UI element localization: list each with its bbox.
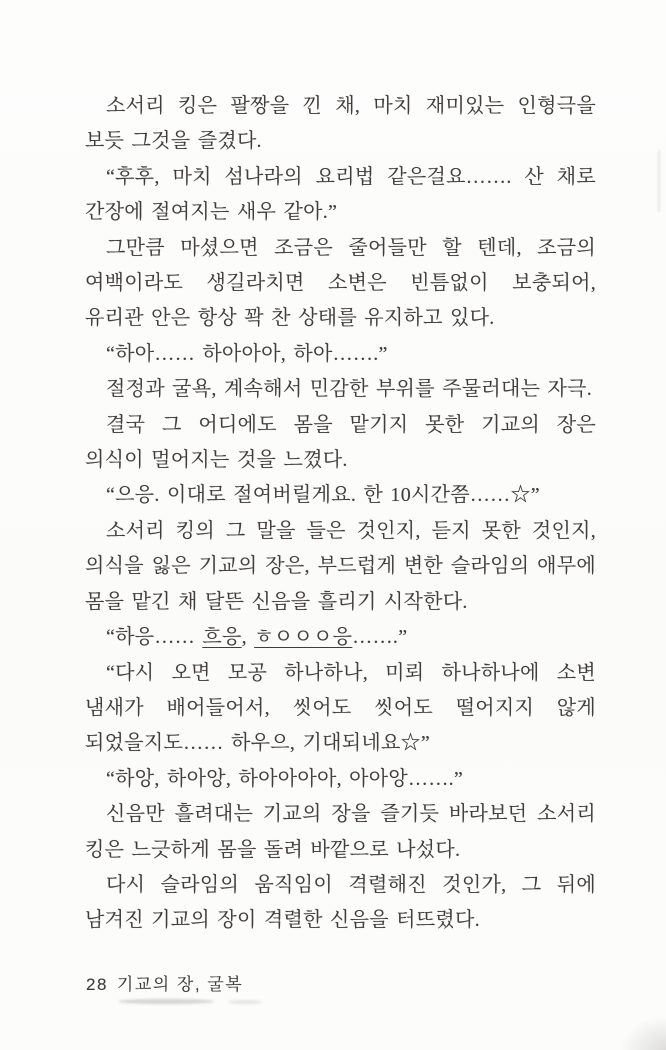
dialogue-segment: , <box>241 626 255 649</box>
paragraph: 결국 그 어디에도 몸을 맡기지 못한 기교의 장은 의식이 멀어지는 것을 느꼈다. <box>85 413 596 472</box>
emphasized-text: ㅎㅇㅇㅇ응 <box>254 626 353 649</box>
running-title: 기교의 장, 굴복 <box>116 975 244 994</box>
dialogue-paragraph: “후후, 마치 섬나라의 요리법 같은걸요……. 산 채로 간장에 절여지는 새우 같아.” <box>85 165 596 224</box>
scan-artifact <box>118 999 214 1004</box>
dialogue-paragraph: “하아…… 하아아아, 하아…….” <box>106 342 388 365</box>
dialogue-paragraph: “으응. 이대로 절여버릴게요. 한 10시간쯤……☆” <box>106 484 540 507</box>
dialogue-segment: …….” <box>352 626 408 649</box>
paragraph: 그만큼 마셨으면 조금은 줄어들만 할 텐데, 조금의 여백이라도 생길라치면 소변은 빈틈없이 보충되어, 유리관 안은 항상 꽉 찬 상태를 유지하고 있다. <box>85 236 596 330</box>
paragraph: 다시 슬라임의 움직임이 격렬해진 것인가, 그 뒤에 남겨진 기교의 장이 격렬한 신음을 터뜨렸다. <box>85 873 596 932</box>
dialogue-paragraph-with-emphasis <box>85 620 596 655</box>
paragraph: 신음만 흘려대는 기교의 장을 즐기듯 바라보던 소서리 킹은 느긋하게 몸을 돌려 바깥으로 나섰다. <box>85 803 596 861</box>
scan-artifact <box>658 150 660 212</box>
paragraph: 소서리 킹의 그 말을 들은 것인지, 듣지 못한 것인지, 의식을 잃은 기교의 장은, 부드럽게 변한 슬라임의 애무에 몸을 맡긴 채 달뜬 신음을 흘리기 시작한다. <box>85 519 596 613</box>
scan-artifact <box>228 1000 262 1004</box>
page-number: 28 <box>86 975 108 994</box>
body-text <box>85 89 596 939</box>
dialogue-paragraph: “다시 오면 모공 하나하나, 미뢰 하나하나에 소변 냄새가 배어들어서, 씻어도 씻어도 떨어지지 않게 되었을지도…… 하우으, 기대되네요☆” <box>85 661 596 755</box>
emphasized-text: 흐응 <box>202 626 242 649</box>
dialogue-paragraph: “하앙, 하아앙, 하아아아아, 아아앙…….” <box>106 767 464 790</box>
paragraph: 절정과 굴욕, 계속해서 민감한 부위를 주물러대는 자극. <box>106 378 593 401</box>
dialogue-segment: “하응…… <box>106 626 203 649</box>
page-footer <box>86 974 243 996</box>
scan-corner-shadow <box>620 1016 666 1050</box>
paragraph: 소서리 킹은 팔짱을 낀 채, 마치 재미있는 인형극을 보듯 그것을 즐겼다. <box>85 95 596 153</box>
